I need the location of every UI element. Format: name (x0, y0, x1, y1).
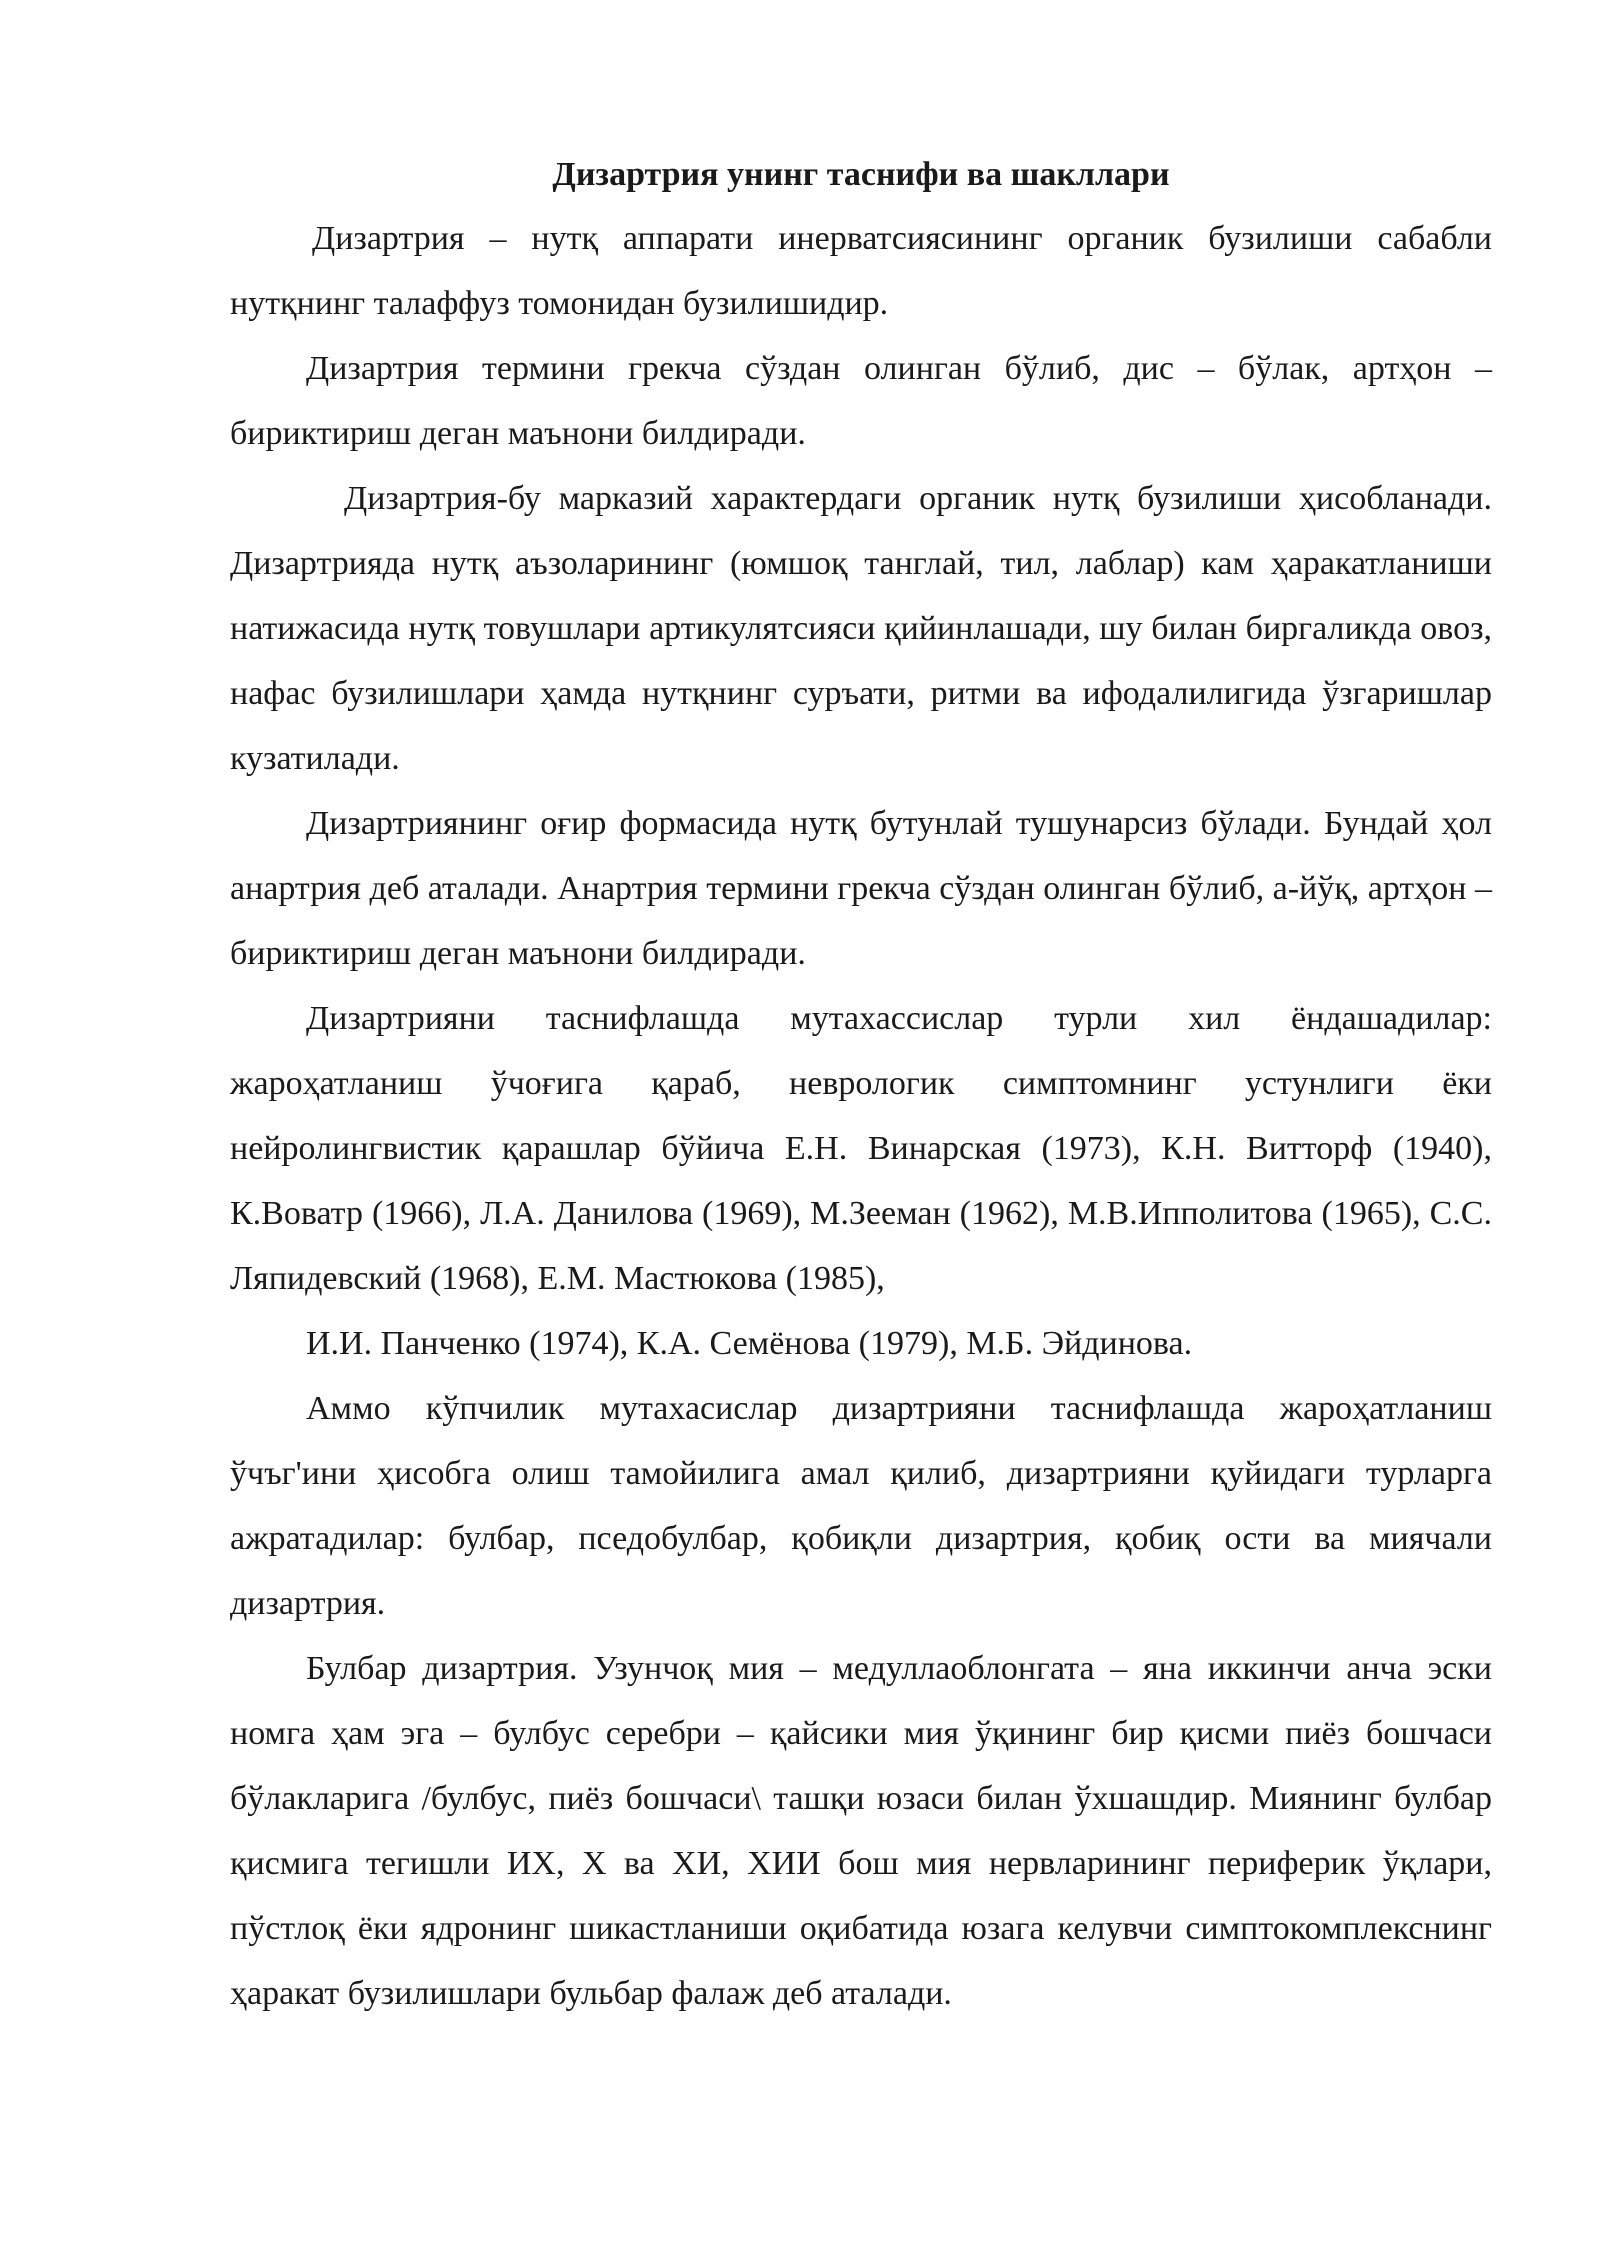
paragraph-classification-authors-cont: И.И. Панченко (1974), К.А. Семёнова (1979), М.Б. Эйдинова. (306, 1325, 1193, 1362)
paragraph-definition: Дизартрия – нутқ аппарати инерватсиясининг органик бузилиши сабабли нутқнинг талаффуз томонидан бузилишидир. (230, 220, 1492, 322)
paragraph-etymology: Дизартрия термини грекча сўздан олинган бўлиб, дис – бўлак, артҳон – бириктириш деган маънони билдиради. (230, 350, 1492, 452)
paragraph-classification-authors: Дизартрияни таснифлашда мутахассислар турли хил ёндашадилар: жароҳатланиш ўчоғига қараб, неврологик симптомнинг устунлиги ёки нейролингвистик қарашлар бўйича Е.Н. Винарская (1973), К.Н. Витторф (1940), К.Воватр (1966), Л.А. Данилова (1969), М.Зееман (1962), М.В.Ипполитова (1965), С.С. Ляпидевский (1968), Е.М. Мастюкова (1985), (230, 1000, 1492, 1297)
paragraph-anarthria: Дизартриянинг оғир формасида нутқ бутунлай тушунарсиз бўлади. Бундай ҳол анартрия деб аталади. Анартрия термини грекча сўздан олинган бўлиб, а-йўқ, артҳон – бириктириш деган маънони билдиради. (230, 805, 1492, 972)
paragraph-description: Дизартрия-бу марказий характердаги органик нутқ бузилиши ҳисобланади. Дизартрияда нутқ аъзоларининг (юмшоқ танглай, тил, лаблар) кам ҳаракатланиши натижасида нутқ товушлари артикулятсияси қийинлашади, шу билан биргаликда овоз, нафас бузилишлари ҳамда нутқнинг суръати, ритми ва ифодалилигида ўзгаришлар кузатилади. (230, 480, 1492, 777)
document-page (230, 150, 1492, 2026)
paragraph-bulbar-dysarthria: Булбар дизартрия. Узунчоқ мия – медуллаоблонгата – яна иккинчи анча эски номга ҳам эга – булбус серебри – қайсики мия ўқининг бир қисми пиёз бошчаси бўлакларига /булбус, пиёз бошчаси\ ташқи юзаси билан ўхшашдир. Миянинг булбар қисмига тегишли ИХ, Х ва ХИ, ХИИ бош мия нервларининг периферик ўқлари, пўстлоқ ёки ядронинг шикастланиши оқибатида юзага келувчи симптокомплекснинг ҳаракат бузилишлари бульбар фалаж деб аталади. (230, 1650, 1492, 2012)
paragraph-classification-types: Аммо кўпчилик мутахасислар дизартрияни таснифлашда жароҳатланиш ўчъг'ини ҳисобга олиш тамойилига амал қилиб, дизартрияни қуйидаги турларга ажратадилар: булбар, пседобулбар, қобиқли дизартрия, қобиқ ости ва миячали дизартрия. (230, 1390, 1492, 1622)
document-title: Дизартрия унинг таснифи ва шакллари (552, 156, 1170, 193)
